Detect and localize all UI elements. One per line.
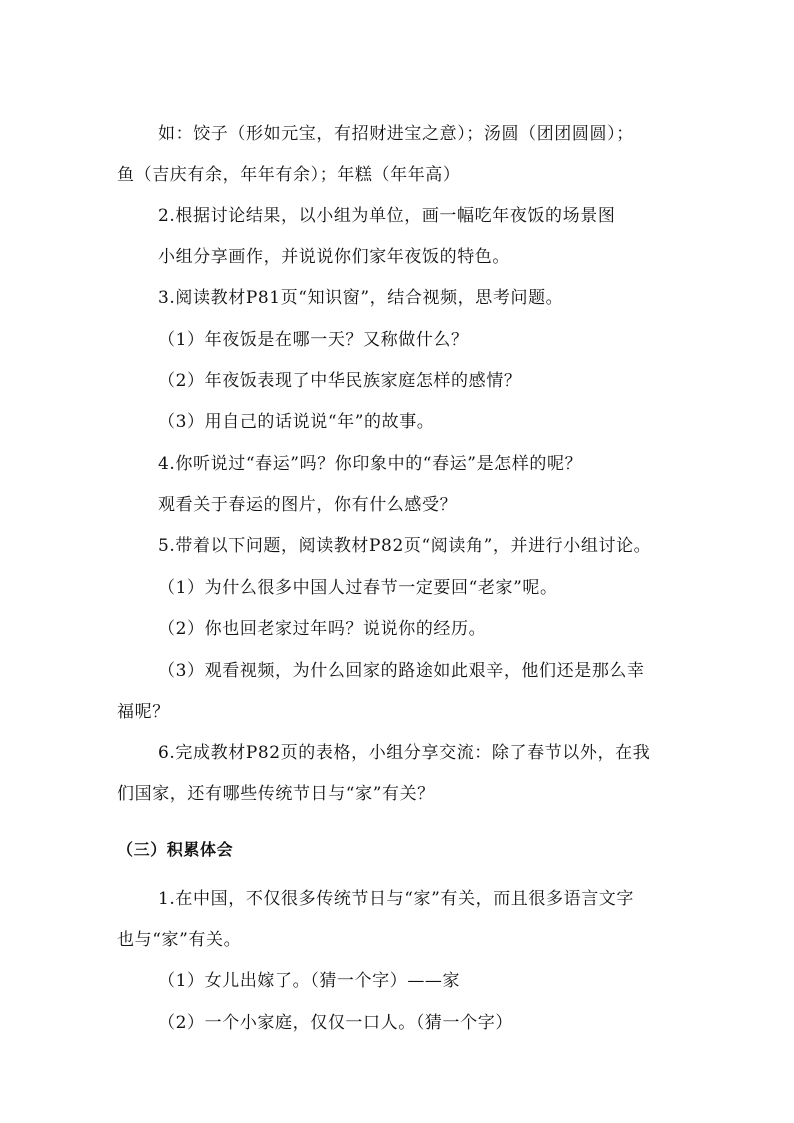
text-line-14: （3）观看视频，为什么回家的路途如此艰辛，他们还是那么幸 bbox=[158, 661, 645, 681]
text-line-15: 福呢？ bbox=[117, 702, 170, 722]
text-line-4: 小组分享画作，并说说你们家年夜饭的特色。 bbox=[158, 247, 510, 267]
text-line-18: 1.在中国，不仅很多传统节日与“家”有关，而且很多语言文字 bbox=[158, 889, 635, 909]
text-line-5: 3.阅读教材P81页“知识窗”，结合视频，思考问题。 bbox=[158, 288, 564, 308]
text-line-6: （1）年夜饭是在哪一天？又称做什么？ bbox=[158, 330, 469, 350]
section-heading: （三）积累体会 bbox=[117, 840, 234, 859]
text-line-20: （1）女儿出嫁了。（猜一个字）——家 bbox=[158, 971, 461, 991]
text-line-17: 们国家，还有哪些传统节日与“家”有关？ bbox=[117, 784, 435, 804]
text-line-13: （2）你也回老家过年吗？说说你的经历。 bbox=[158, 619, 487, 639]
text-line-1: 如：饺子（形如元宝，有招财进宝之意）；汤圆（团团圆圆）； bbox=[158, 124, 634, 144]
text-line-12: （1）为什么很多中国人过春节一定要回“老家”呢。 bbox=[158, 578, 558, 598]
text-line-9: 4.你听说过“春运”吗？你印象中的“春运”是怎样的呢？ bbox=[158, 454, 583, 474]
text-line-8: （3）用自己的话说说“年”的故事。 bbox=[158, 412, 435, 432]
text-line-19: 也与“家”有关。 bbox=[117, 930, 242, 950]
text-line-3: 2.根据讨论结果，以小组为单位，画一幅吃年夜饭的场景图 bbox=[158, 206, 616, 226]
text-line-11: 5.带着以下问题，阅读教材P82页“阅读角”，并进行小组讨论。 bbox=[158, 536, 652, 556]
text-line-21: （2）一个小家庭，仅仅一口人。（猜一个字） bbox=[158, 1013, 513, 1033]
text-line-10: 观看关于春运的图片，你有什么感受？ bbox=[158, 495, 458, 515]
text-line-16: 6.完成教材P82页的表格，小组分享交流：除了春节以外，在我 bbox=[158, 743, 651, 763]
text-line-2: 鱼（吉庆有余，年年有余）；年糕（年年高） bbox=[117, 165, 461, 185]
text-line-7: （2）年夜饭表现了中华民族家庭怎样的感情？ bbox=[158, 371, 522, 391]
